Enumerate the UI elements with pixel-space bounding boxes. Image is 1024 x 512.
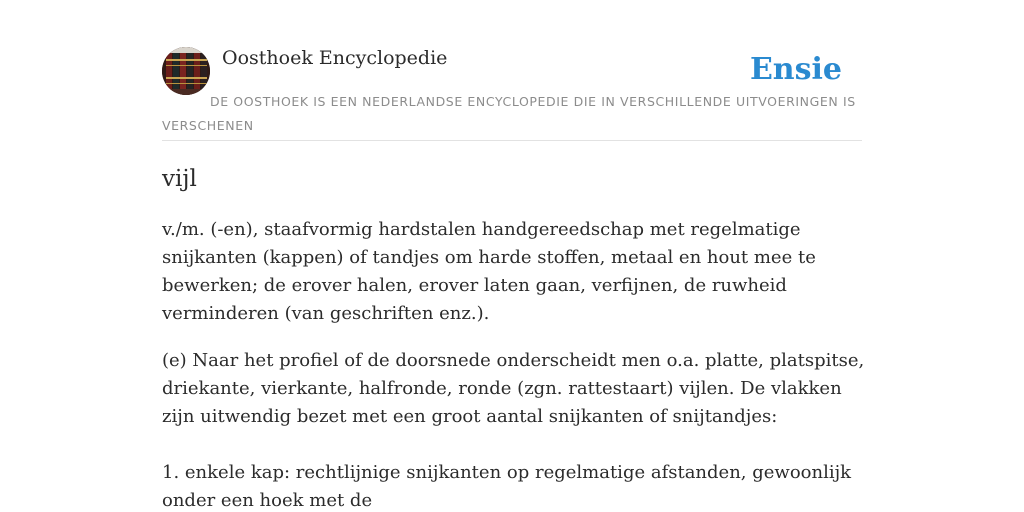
- bookshelf-avatar-icon[interactable]: [162, 47, 210, 95]
- entry-title: vijl: [162, 166, 197, 192]
- ensie-logo-link[interactable]: Ensie: [749, 52, 842, 87]
- source-name[interactable]: Oosthoek Encyclopedie: [222, 47, 448, 69]
- definition-paragraph: v./m. (-en), staafvormig hardstalen handgereedschap met regelmatige snijkanten (kappen) of tandjes om harde stoffen, metaal en hout mee te bewerken; de erover halen, erover laten gaan, verfijnen, de ruwheid verminderen (van geschriften enz.).: [162, 219, 816, 324]
- article: [162, 160, 872, 512]
- source-description: DE OOSTHOEK IS EEN NEDERLANDSE ENCYCLOPEDIE DIE IN VERSCHILLENDE UITVOERINGEN IS VERSCHENEN: [162, 94, 856, 133]
- source-header: [162, 46, 862, 141]
- detail-paragraph: (e) Naar het profiel of de doorsnede onderscheidt men o.a. platte, platspitse, driekante, vierkante, halfronde, ronde (zgn. rattestaart) vijlen. De vlakken zijn uitwendig bezet met een groot aantal snijkanten of snijtandjes: 1. enkele kap: rechtlijnige snijkanten op regelmatige afstanden, gewoonlijk onder een hoek met de: [162, 350, 865, 511]
